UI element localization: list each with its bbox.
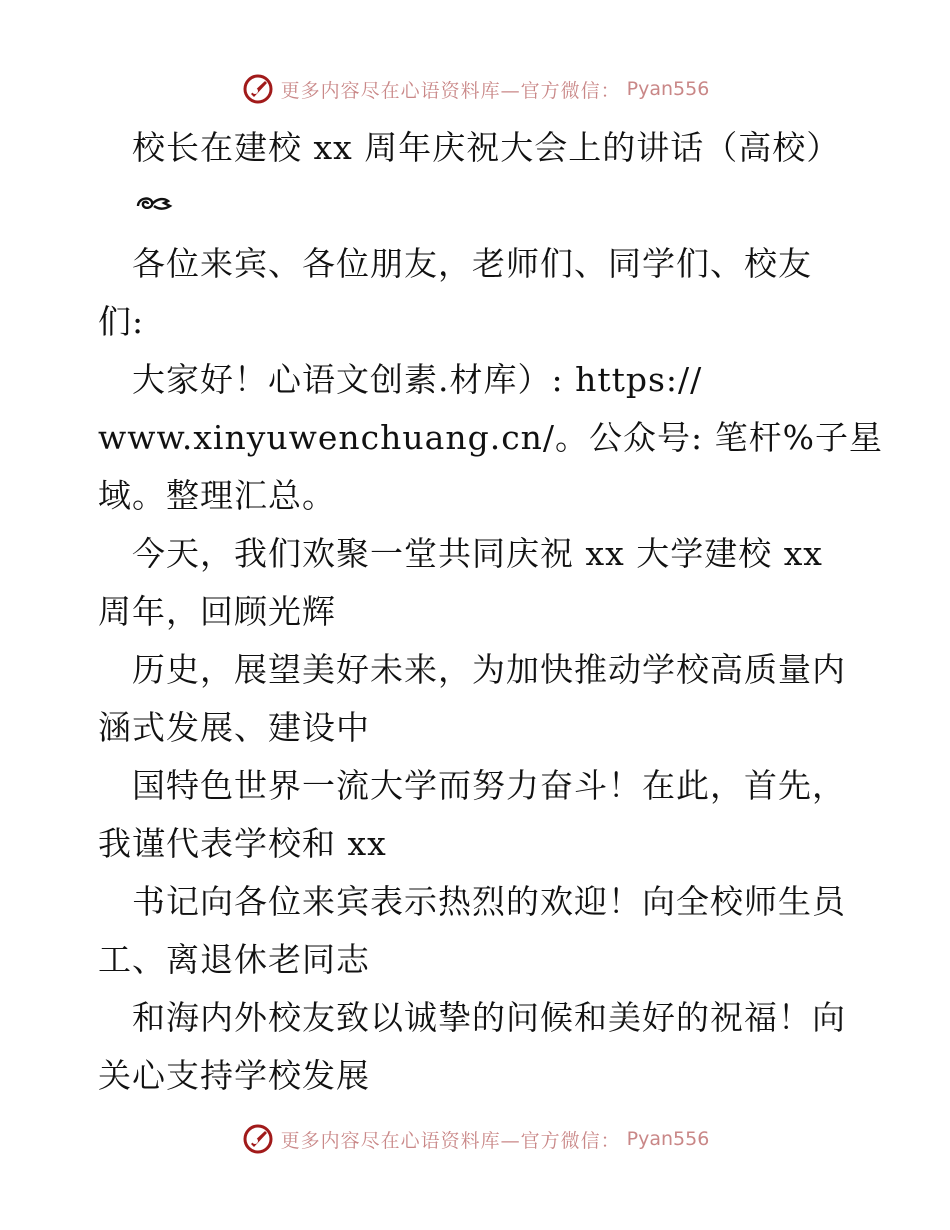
- watermark-wechat-id: Pyan556: [626, 78, 710, 100]
- text-line: 今天，我们欢聚一堂共同庆祝 xx 大学建校 xx: [98, 534, 823, 573]
- watermark-wechat-id: Pyan556: [626, 1128, 710, 1150]
- document-title: 校长在建校 xx 周年庆祝大会上的讲话（高校）: [98, 128, 841, 167]
- text-line: 历史，展望美好未来，为加快推动学校高质量内: [98, 650, 846, 689]
- text-line: 书记向各位来宾表示热烈的欢迎！向全校师生员: [98, 882, 846, 921]
- logo-icon: [241, 72, 275, 106]
- text-line: 我谨代表学校和 xx: [98, 824, 387, 863]
- text-line: 大家好！心语文创素.材库）: https://: [98, 360, 703, 399]
- text-line: 关心支持学校发展: [98, 1056, 370, 1095]
- text-line: 们:: [98, 302, 145, 341]
- watermark-text: 更多内容尽在心语资料库—官方微信：: [280, 1129, 621, 1152]
- text-line: 国特色世界一流大学而努力奋斗！在此，首先，: [98, 766, 846, 805]
- text-line: 涵式发展、建设中: [98, 708, 370, 747]
- text-line: 各位来宾、各位朋友，老师们、同学们、校友: [98, 244, 812, 283]
- text-line: 域。整理汇总。: [98, 476, 336, 515]
- text-line: 和海内外校友致以诚挚的问候和美好的祝福！向: [98, 998, 846, 1037]
- watermark-text: 更多内容尽在心语资料库—官方微信：: [280, 79, 621, 102]
- logo-icon: [241, 1122, 275, 1156]
- text-line: 工、离退休老同志: [98, 940, 370, 979]
- text-line: www.xinyuwenchuang.cn/。公众号: 笔杆%子星: [98, 418, 884, 457]
- ornament-icon: [134, 192, 174, 216]
- header-watermark: [0, 72, 950, 106]
- footer-watermark: [0, 1122, 950, 1156]
- text-line: 周年，回顾光辉: [98, 592, 336, 631]
